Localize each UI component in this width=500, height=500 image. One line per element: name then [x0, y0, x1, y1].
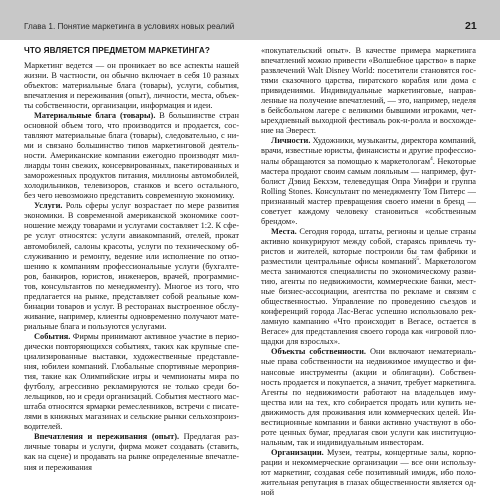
paragraph-property	[261, 347, 476, 447]
section-title: ЧТО ЯВЛЯЕТСЯ ПРЕДМЕТОМ МАРКЕТИНГА?	[24, 46, 211, 55]
paragraph-services	[24, 201, 239, 332]
term-persons: Личности.	[271, 136, 311, 146]
paragraph-organizations	[261, 448, 476, 498]
paragraph-persons-tail: . Некоторые мастера продают своим самым лояльным — например, футболист Дэвид Бекхэм, телеведущая Опра Уинфри и группа Rolling Stones. Консультант по менеджменту Том Питерс — признанный мастер превращения своего имени в бренд — советует каждому человеку становиться «собственным брендом».	[261, 156, 476, 226]
paragraph-places	[261, 227, 476, 348]
paragraph-events	[24, 332, 239, 432]
term-services: Услуги.	[34, 201, 63, 211]
right-column	[261, 46, 476, 498]
term-places: Места.	[271, 226, 297, 236]
paragraph-experience-cont: «покупательский опыт». В качестве примера маркетинга впечатлений можно привести «Волшебное царство» в парке развлечений Walt Disney World: посетители становятся гостями сказочного царства, пиратского корабля или дома с привидениями. Индивидуальные маркетинговые, направленные на получение впечатлений, — это, например, неделя в бейсбольном лагере с великими бывшими игроками, четырехдневный выходной фестиваль рок-н-ролла и восхождение на Эверест.	[261, 46, 476, 136]
left-column	[24, 46, 239, 498]
paragraph-goods	[24, 111, 239, 201]
paragraph-persons	[261, 136, 476, 226]
paragraph-events-text: Фирмы принимают активное участие в периодически повторяющихся событиях, таких как крупные специализированные выставки, художественные представления, юбилеи компаний. Глобальные спортивные мероприятия, такие как Олимпийские игры и чемпионаты мира по футболу, агрессивно рекламируются не только среди болельщиков, но и среди организаций. События местного масштаба относятся ярмарки ремесленников, встречи с писателями в книжных магазинах и сельские рынки сельхозпроизводителей.	[24, 331, 239, 432]
paragraph-persons-text: Художники, музыканты, директора компаний, врачи, известные юристы, финансисты и другие профессионалы обращаются за помощью к маркетологам	[261, 136, 476, 166]
paragraph-services-text: Роль сферы услуг возрастает по мере развития экономики. В современной американской экономике соотношение между товарами и услугами составляет 1:2. К сфере услуг относятся: услуги авиакомпаний, отелей, прокат автомобилей, салоны красоты, услуги по техническому обслуживанию и ремонту, ведение или исполнение по отношению к компаниям профессиональные услуги (бухгалтеров, банкиров, юристов, инженеров, врачей, программистов, консультантов по менеджменту). Многое из того, что предлагается на рынке, представляет собой реальные комбинации товаров и услуг. В ресторанах выстроенное обслуживание, например, клиенты одновременно получают материальные блага и пользуются услугами.	[24, 201, 239, 331]
footnote-ref-4: 4	[430, 155, 433, 162]
term-goods: Материальные блага (товары).	[34, 110, 156, 120]
term-experiences: Впечатления и переживания (опыт).	[34, 432, 180, 442]
footnote-ref-5: 5	[416, 256, 420, 263]
paragraph-experiences-text: Предлагая различные товары и услуги, фирма может создавать (ставить, как на сцене) и продавать на рынке определенные впечатления и переживания	[24, 432, 239, 472]
paragraph-places-tail: . Маркетологом места занимаются специалисты по экономическому развитию, агенты по недвижимости, коммерческие банки, местные бизнес-ассоциации, агентства по рекламе и связям с общественностью. Управление по проведению съездов и конференций города Лас-Вегас успешно использовало рекламную кампанию «Что происходит в Вегасе, остается в Вегасе» для представления своего города как «игровой площадки для взрослых».	[261, 256, 476, 347]
paragraph-places-text: Сегодня города, штаты, регионы и целые страны активно конкурируют между собой, стараясь привлечь туристов и жителей, которые построили бы там фабрики и разместили центральные офисы компаний	[261, 226, 476, 266]
term-property: Объекты собственности.	[271, 347, 366, 357]
paragraph-intro: Маркетинг ведется — он проникает во все аспекты нашей жизни. В частности, он обычно включает в себя 10 разных объектов: материальные блага (товары), услуги, события, впечатления и переживания (опыт), личности, места, объекты собственности, организации, информация и идеи.	[24, 60, 239, 110]
paragraph-goods-text: В большинстве стран основной объем того, что производится и продается, составляют материальные блага (товары), следовательно, с ними и связано большинство типов маркетинговой деятельности. Американские компании ежегодно производят миллиарды тонн свежих, консервированных, пакетированных и замороженных продуктов питания, миллионы автомобилей, холодильников, телевизоров, станков и всего остального, без чего невозможно представить современную экономику.	[24, 110, 239, 201]
running-head: Глава 1. Понятие маркетинга в условиях новых реалий	[24, 22, 235, 31]
page-number: 21	[465, 20, 477, 32]
term-organizations: Организации.	[271, 447, 324, 457]
paragraph-experiences	[24, 432, 239, 472]
paragraph-property-text: Они включают нематериальные права собственности на недвижимое имущество и финансовые инструменты (акции и облигации). Собственность продается и покупается, а значит, требует маркетинга. Агенты по недвижимости работают на владельцев имущества или на тех, кто собирается продать или купить недвижимость для проживания или коммерческих целей. Инвестиционные компании и банки активно участвуют в обороте ценных бумаг, предлагая свои услуги как институциональным, так и индивидуальным инвесторам.	[261, 347, 476, 447]
term-events: События.	[34, 331, 71, 341]
paragraph-organizations-text: Музеи, театры, концертные залы, корпорации и некоммерческие организации — все они используют маркетинг, создавая себе позитивный имидж, ибо положительная репутация в глазах общественности является одной	[261, 447, 476, 498]
running-header-bar	[0, 0, 500, 40]
